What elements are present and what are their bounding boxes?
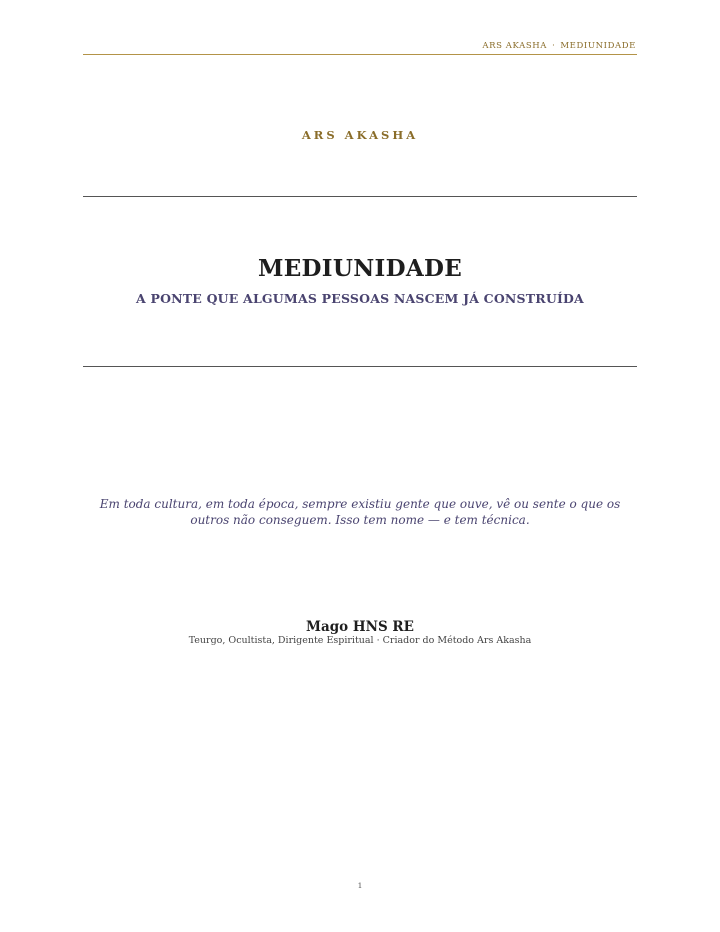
epigraph: Em toda cultura, em toda época, sempre existiu gente que ouve, vê ou sente o que os outros não conseguem. Isso tem nome — e tem técnica.: [99, 497, 621, 527]
page-number: 1: [357, 881, 363, 890]
brand-label: ARS AKASHA: [301, 128, 419, 142]
document-title: MEDIUNIDADE: [257, 255, 463, 282]
running-header-separator: ·: [552, 41, 556, 51]
header-divider: [83, 54, 637, 55]
running-header: [482, 41, 636, 51]
document-subtitle: A PONTE QUE ALGUMAS PESSOAS NASCEM JÁ CONSTRUÍDA: [136, 291, 584, 306]
author-name: Mago HNS RE: [306, 619, 414, 635]
author-description: Teurgo, Ocultista, Dirigente Espiritual · Criador do Método Ars Akasha: [188, 635, 532, 646]
running-header-brand: ARS AKASHA: [482, 41, 548, 51]
title-bottom-divider: [83, 366, 637, 367]
running-header-title: MEDIUNIDADE: [560, 41, 636, 51]
title-top-divider: [83, 196, 637, 197]
